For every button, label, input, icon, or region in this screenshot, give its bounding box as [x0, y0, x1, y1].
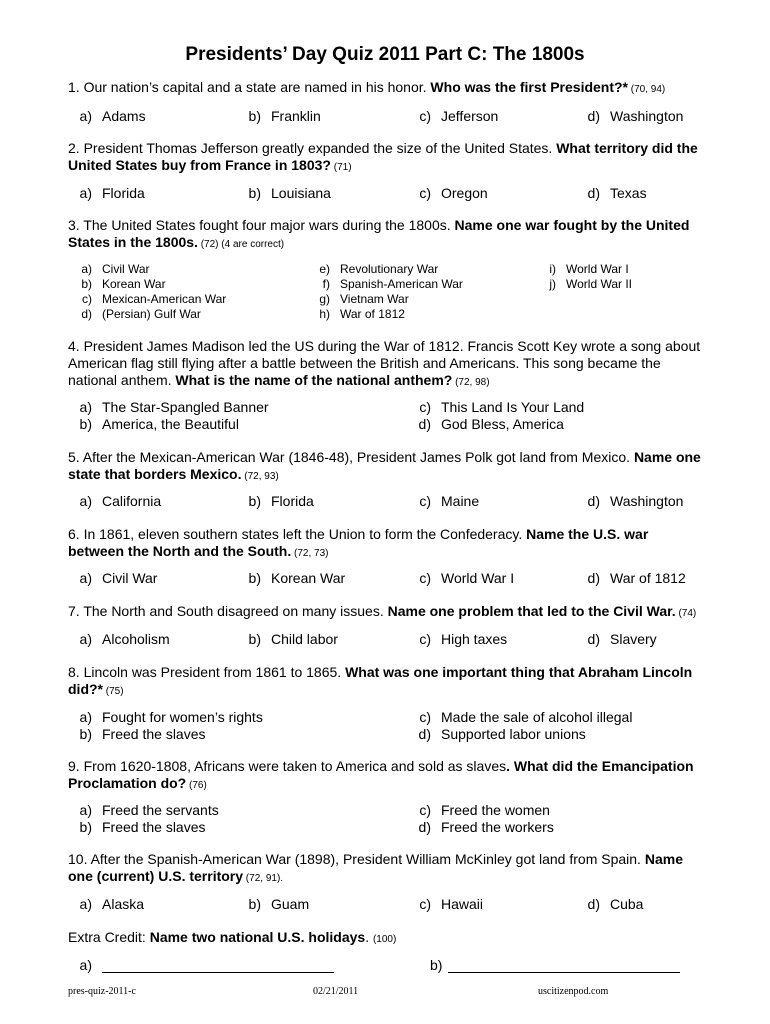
option: c) World War I	[419, 570, 515, 586]
question-10: 10. After the Spanish-American War (1898), President William McKinley got land from Spain. Name one (current) U.S. territory (72, 91).	[68, 851, 683, 884]
option: f) Spanish-American War	[322, 277, 463, 291]
question-9: 9. From 1620-1808, Africans were taken to America and sold as slaves. What did the Emancipation Proclamation do? (76)	[68, 758, 694, 791]
option: a) Adams	[79, 108, 146, 124]
question-3: 3. The United States fought four major wars during the 1800s. Name one war fought by the United States in the 1800s. (72) (4 are correct)	[68, 217, 690, 250]
option: b) Korean War	[81, 277, 166, 291]
option: a) Civil War	[79, 570, 158, 586]
option: b) Franklin	[248, 108, 321, 124]
question-1-ref: (70, 94)	[628, 84, 666, 95]
extra-credit: Extra Credit: Name two national U.S. holidays. (100)	[68, 929, 397, 945]
question-6: 6. In 1861, eleven southern states left the Union to form the Confederacy. Name the U.S. war between the North and the South. (72, 73)	[68, 526, 649, 559]
footer-date: 02/21/2011	[313, 986, 359, 997]
question-2: 2. President Thomas Jefferson greatly expanded the size of the United States. What territory did the United States buy from France in 1803? (71)	[68, 140, 698, 173]
option: a) Alcoholism	[79, 631, 170, 647]
question-1-prompt: Who was the first President?*	[430, 79, 629, 95]
question-6-ref: (72, 73)	[291, 548, 329, 559]
question-9-options	[68, 802, 708, 819]
option: a) Freed the servants	[79, 802, 219, 818]
question-1: 1. Our nation’s capital and a state are named in his honor. Who was the first President?* (70, 94)	[68, 79, 666, 95]
option: c) High taxes	[419, 631, 508, 647]
question-5-ref: (72, 93)	[241, 471, 279, 482]
question-7-prompt: Name one problem that led to the Civil War.	[387, 603, 676, 619]
option: i) World War I	[549, 262, 629, 276]
option: c) Maine	[419, 493, 480, 509]
question-2-ref: (71)	[330, 162, 352, 173]
question-5-options	[68, 493, 708, 510]
option: c) Oregon	[419, 185, 488, 201]
question-8-prompt: What was one important thing that Abraham Lincoln did?*	[68, 664, 693, 697]
question-4-ref: (72, 98)	[452, 377, 490, 388]
question-7-options	[68, 631, 708, 648]
question-10-prompt: Name one (current) U.S. territory	[68, 851, 683, 884]
option: d) War of 1812	[587, 570, 686, 586]
question-9-prompt: . What did the Emancipation Proclamation do?	[68, 758, 694, 791]
answer-a: a)	[68, 957, 334, 973]
option: d) Texas	[587, 185, 647, 201]
option: a) Civil War	[81, 262, 150, 276]
question-7: 7. The North and South disagreed on many issues. Name one problem that led to the Civil War. (74)	[68, 603, 697, 619]
footer-site: uscitizenpod.com	[538, 986, 609, 997]
question-5-prompt: Name one state that borders Mexico.	[68, 449, 701, 482]
option: d) Freed the workers	[418, 819, 554, 835]
option: b) Freed the slaves	[79, 726, 206, 742]
option: c) This Land Is Your Land	[419, 399, 585, 415]
option: b) America, the Beautiful	[79, 416, 239, 432]
option: a) Florida	[79, 185, 145, 201]
answer-a-blank[interactable]	[102, 958, 334, 973]
question-8-options	[68, 709, 708, 726]
option: a) Alaska	[79, 896, 145, 912]
question-3-ref: (72) (4 are correct)	[197, 239, 285, 250]
option: d) Washington	[587, 493, 684, 509]
question-3-prompt: Name one war fought by the United States in the 1800s.	[68, 217, 690, 250]
question-5: 5. After the Mexican-American War (1846-48), President James Polk got land from Mexico. Name one state that borders Mexico. (72, 93)	[68, 449, 701, 482]
answer-b-blank[interactable]	[448, 958, 680, 973]
extra-credit-ref: (100)	[372, 934, 397, 945]
option: b) Korean War	[248, 570, 346, 586]
option: d) God Bless, America	[418, 416, 564, 432]
option: d) (Persian) Gulf War	[81, 307, 201, 321]
option: c) Freed the women	[419, 802, 550, 818]
option: a) California	[79, 493, 162, 509]
option: d) Supported labor unions	[418, 726, 586, 742]
option: b) Child labor	[248, 631, 338, 647]
option: d) Slavery	[587, 631, 657, 647]
question-8: 8. Lincoln was President from 1861 to 1865. What was one important thing that Abraham Lincoln did?* (75)	[68, 664, 693, 697]
question-6-options	[68, 570, 708, 587]
option: b) Louisiana	[248, 185, 331, 201]
option: c) Hawaii	[419, 896, 484, 912]
option: h) War of 1812	[319, 307, 405, 321]
page-title: Presidents’ Day Quiz 2011 Part C: The 1800s	[185, 44, 585, 65]
question-4-prompt: What is the name of the national anthem?	[175, 372, 453, 388]
option: d) Washington	[587, 108, 684, 124]
answer-b: b)	[430, 957, 680, 973]
extra-credit-answers	[68, 957, 708, 974]
option: a) Fought for women’s rights	[79, 709, 263, 725]
option: c) Made the sale of alcohol illegal	[419, 709, 633, 725]
option: b) Freed the slaves	[79, 819, 206, 835]
question-4-options-2	[68, 416, 708, 433]
question-2-options	[68, 185, 708, 202]
option: a) The Star-Spangled Banner	[79, 399, 269, 415]
question-10-options	[68, 896, 708, 913]
option: c) Jefferson	[419, 108, 499, 124]
question-2-prompt: What territory did the United States buy from France in 1803?	[68, 140, 698, 173]
option: d) Cuba	[587, 896, 644, 912]
option: c) Mexican-American War	[82, 292, 227, 306]
question-8-options-2	[68, 726, 708, 743]
question-9-ref: (76)	[186, 780, 207, 791]
question-7-ref: (74)	[675, 608, 697, 619]
footer-left: pres-quiz-2011-c	[68, 986, 136, 997]
question-10-ref: (72, 91).	[243, 873, 284, 884]
option: j) World War II	[549, 277, 633, 291]
option: e) Revolutionary War	[319, 262, 439, 276]
option: b) Florida	[248, 493, 314, 509]
extra-credit-prompt: Name two national U.S. holidays	[149, 929, 366, 945]
question-4: 4. President James Madison led the US during the War of 1812. Francis Scott Key wrote a song about American flag still flying after a battle between the British and Americans. This song became the national anthem. What is the name of the national anthem? (72, 98)	[68, 338, 701, 388]
question-4-options	[68, 399, 708, 416]
question-8-ref: (75)	[103, 686, 124, 697]
question-9-options-2	[68, 819, 708, 836]
question-1-options	[68, 108, 708, 125]
option: g) Vietnam War	[319, 292, 409, 306]
option: b) Guam	[248, 896, 310, 912]
question-6-prompt: Name the U.S. war between the North and the South.	[68, 526, 649, 559]
